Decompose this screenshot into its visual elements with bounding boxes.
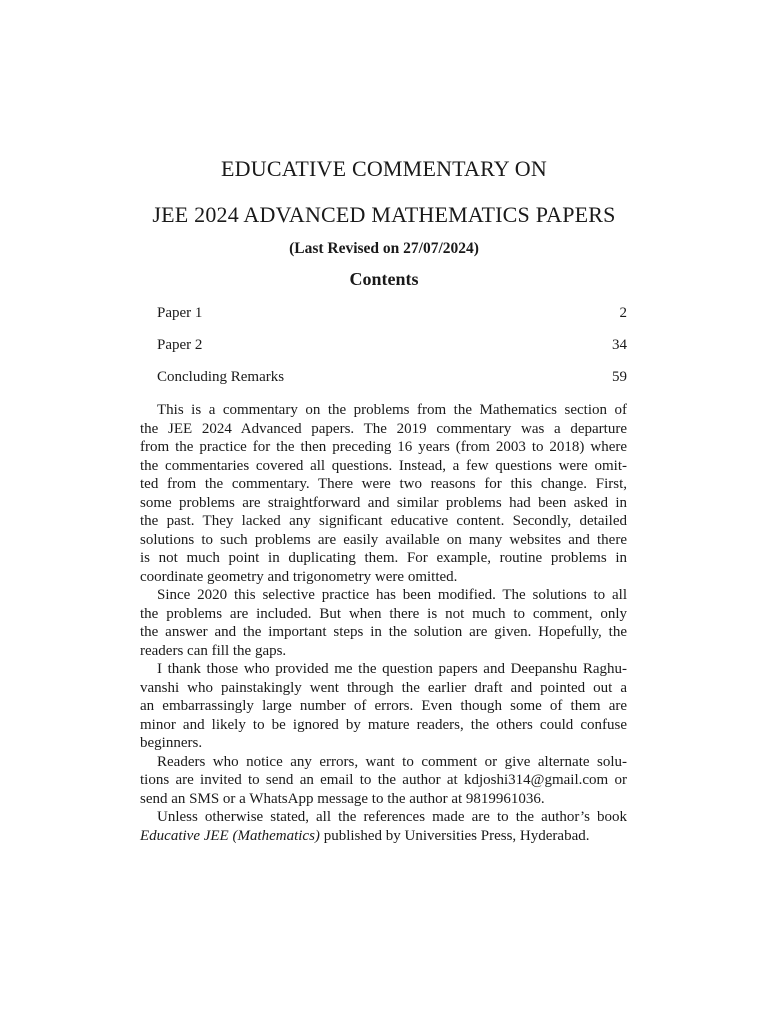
paragraph-contact — [140, 753, 627, 809]
paragraph-selective-practice — [140, 586, 627, 660]
text-line: from the practice for the then preceding 16 years (from 2003 to 2018) where — [140, 439, 627, 455]
text-line: an embarrassingly large number of errors. Even though some of them are — [140, 698, 627, 714]
toc-entry-page: 59 — [612, 369, 627, 385]
text-line: the past. They lacked any significant educative content. Secondly, detailed — [140, 513, 627, 529]
text-line: send an SMS or a WhatsApp message to the author at 9819961036. — [140, 790, 545, 807]
text-line: tions are invited to send an email to the author at kdjoshi314@gmail.com or — [140, 772, 627, 788]
text-line: Unless otherwise stated, all the references made are to the author’s book — [157, 809, 627, 825]
toc-entry-paper-1[interactable] — [157, 303, 627, 335]
text-line: beginners. — [140, 735, 203, 751]
text-line — [140, 827, 627, 846]
text-line: vanshi who painstakingly went through the earlier draft and pointed out a — [140, 679, 627, 696]
toc-entry-page: 34 — [612, 337, 627, 353]
text-line: is not much point in duplicating them. For example, routine problems in — [140, 550, 627, 566]
contents-heading: Contents — [349, 269, 419, 289]
paragraph-acknowledgement — [140, 660, 627, 753]
text-line: Readers who notice any errors, want to comment or give alternate solu- — [157, 753, 627, 770]
text-line: the problems are included. But when there is not much to comment, only — [140, 605, 627, 622]
text-line: minor and likely to be ignored by mature readers, the others could confuse — [140, 716, 627, 733]
introduction-body — [140, 401, 627, 845]
text-line: Since 2020 this selective practice has been modified. The solutions to all — [157, 587, 627, 603]
toc-entry-paper-2[interactable] — [157, 335, 627, 367]
table-of-contents — [157, 303, 627, 399]
document-title-line-1: EDUCATIVE COMMENTARY ON — [221, 156, 547, 181]
text-line: coordinate geometry and trigonometry were omitted. — [140, 568, 458, 585]
text-line: ted from the commentary. There were two reasons for this change. First, — [140, 476, 627, 492]
toc-entry-concluding-remarks[interactable] — [157, 367, 627, 399]
text-line: readers can fill the gaps. — [140, 642, 287, 659]
toc-entry-label: Concluding Remarks — [157, 369, 285, 385]
text-line: solutions to such problems are easily available on many websites and there — [140, 531, 627, 548]
revision-date: (Last Revised on 27/07/2024) — [289, 240, 479, 257]
text-line: This is a commentary on the problems from the Mathematics section of — [157, 402, 627, 418]
paragraph-references — [140, 808, 627, 845]
text-line: the answer and the important steps in the solution are given. Hopefully, the — [140, 624, 627, 640]
document-title-line-2: JEE 2024 ADVANCED MATHEMATICS PAPERS — [152, 202, 616, 227]
text-line: the JEE 2024 Advanced papers. The 2019 commentary was a departure — [140, 420, 627, 437]
book-title: Educative JEE (Mathematics) — [140, 827, 320, 844]
text-line: I thank those who provided me the question papers and Deepanshu Raghu- — [157, 661, 627, 677]
toc-entry-page: 2 — [619, 305, 627, 321]
text-line: some problems are straightforward and similar problems had been asked in — [140, 494, 627, 511]
paragraph-intro — [140, 401, 627, 586]
toc-entry-label: Paper 1 — [157, 305, 203, 321]
toc-entry-label: Paper 2 — [157, 337, 203, 353]
text-line: the commentaries covered all questions. Instead, a few questions were omit- — [140, 457, 627, 474]
book-publisher-text: published by Universities Press, Hyderabad. — [319, 827, 590, 844]
